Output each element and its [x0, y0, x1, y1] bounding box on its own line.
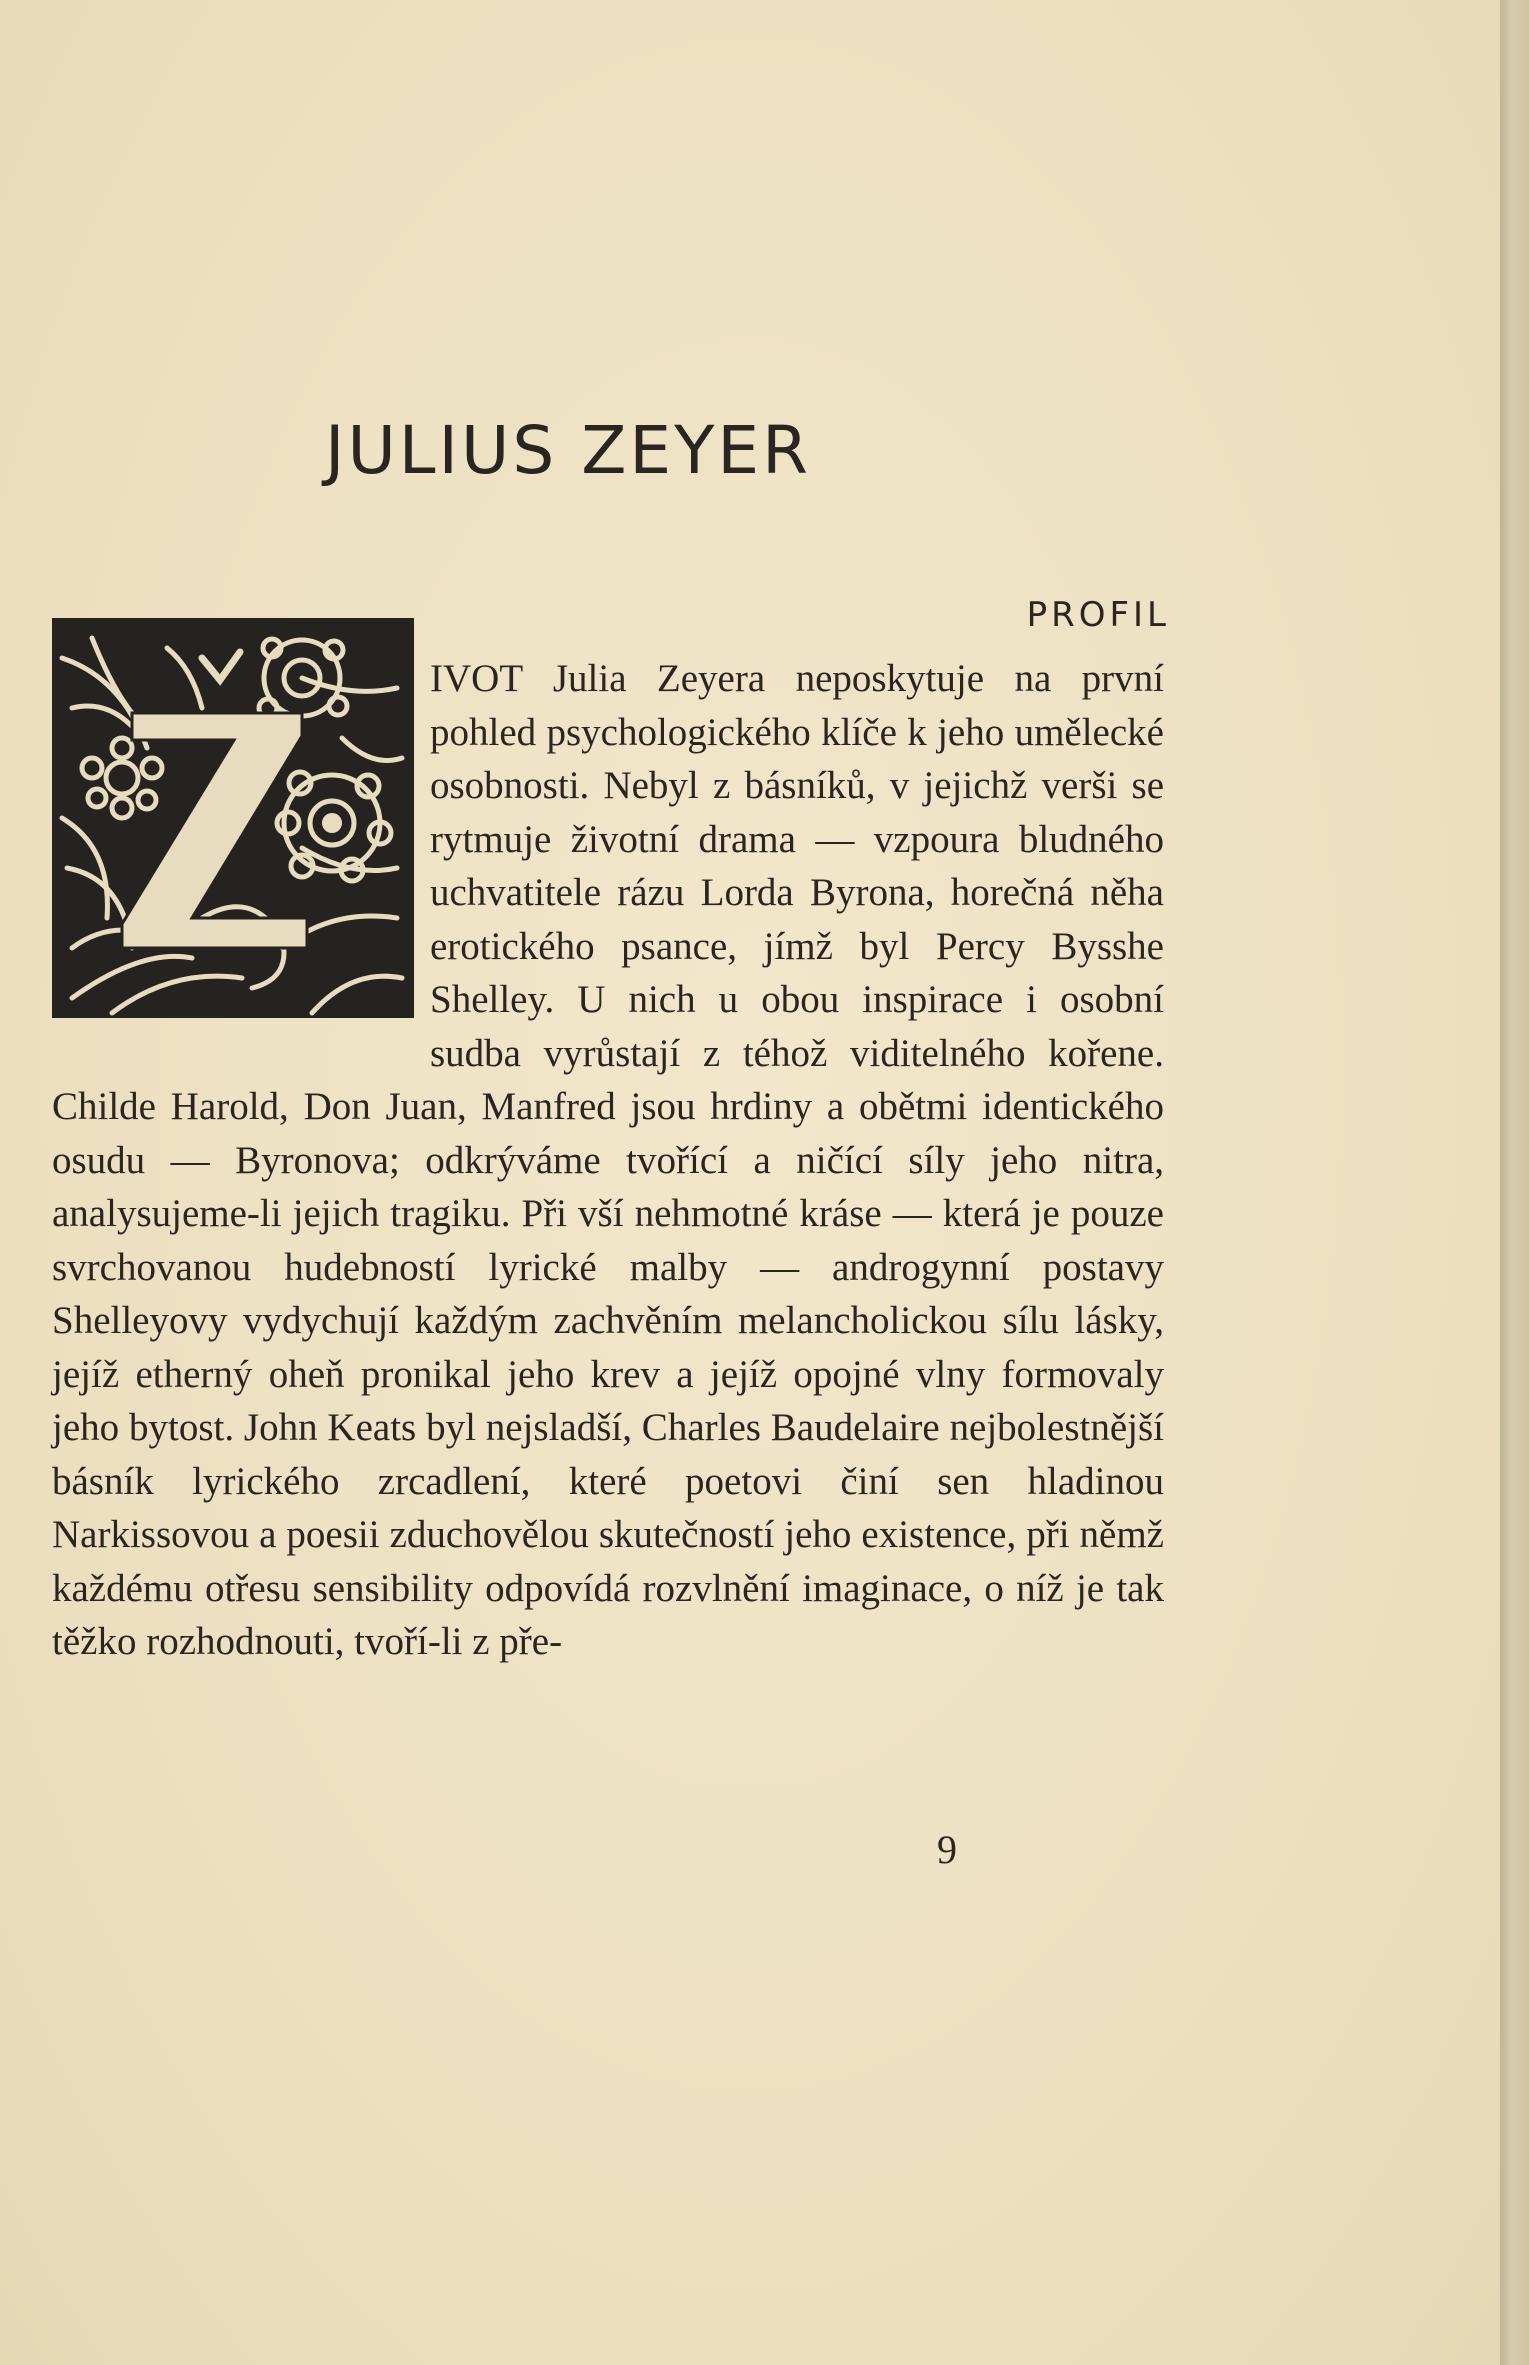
section-subtitle: PROFIL [1026, 595, 1170, 635]
page-edge [1500, 0, 1529, 2365]
body-paragraph: IVOT Julia Zeyera neposkytuje na první pohled psychologického klíče k jeho umělecké osobnosti. Nebyl z básníků, v jejichž verši se rytmuje životní drama — vzpoura bludného uchvatitele rázu Lorda Byrona, horečná něha erotického psance, jímž byl Percy Bysshe Shelley. U nich u obou inspirace i osobní sudba vyrůstají z téhož viditelného kořene. Childe Harold, Don Juan, Manfred jsou hrdiny a obětmi identického osudu — Byronova; odkrýváme tvořící a ničící síly jeho nitra, analysujeme-li jejich tragiku. Při vší nehmotné kráse — která je pouze svrchovanou hudebností lyrické malby — androgynní postavy Shelleyovy vydychují každým zachvěním melancholickou sílu lásky, jejíž etherný oheň pronikal jeho krev a jejíž opojné vlny formovaly jeho bytost. John Keats byl nejsladší, Charles Baudelaire nejbolestnější básník lyrického zrcadlení, které poetovi činí sen hladinou Narkissovou a poesii zduchovělou skutečností jeho existence, při němž každému otřesu sensibility odpovídá rozvlnění imaginace, o níž je tak těžko rozhodnouti, tvoří-li z pře- [52, 657, 1164, 1663]
page-title: JULIUS ZEYER [325, 412, 811, 489]
body-text [52, 652, 1164, 1669]
page-number: 9 [937, 1827, 957, 1872]
drop-cap-spacer [52, 652, 430, 1027]
